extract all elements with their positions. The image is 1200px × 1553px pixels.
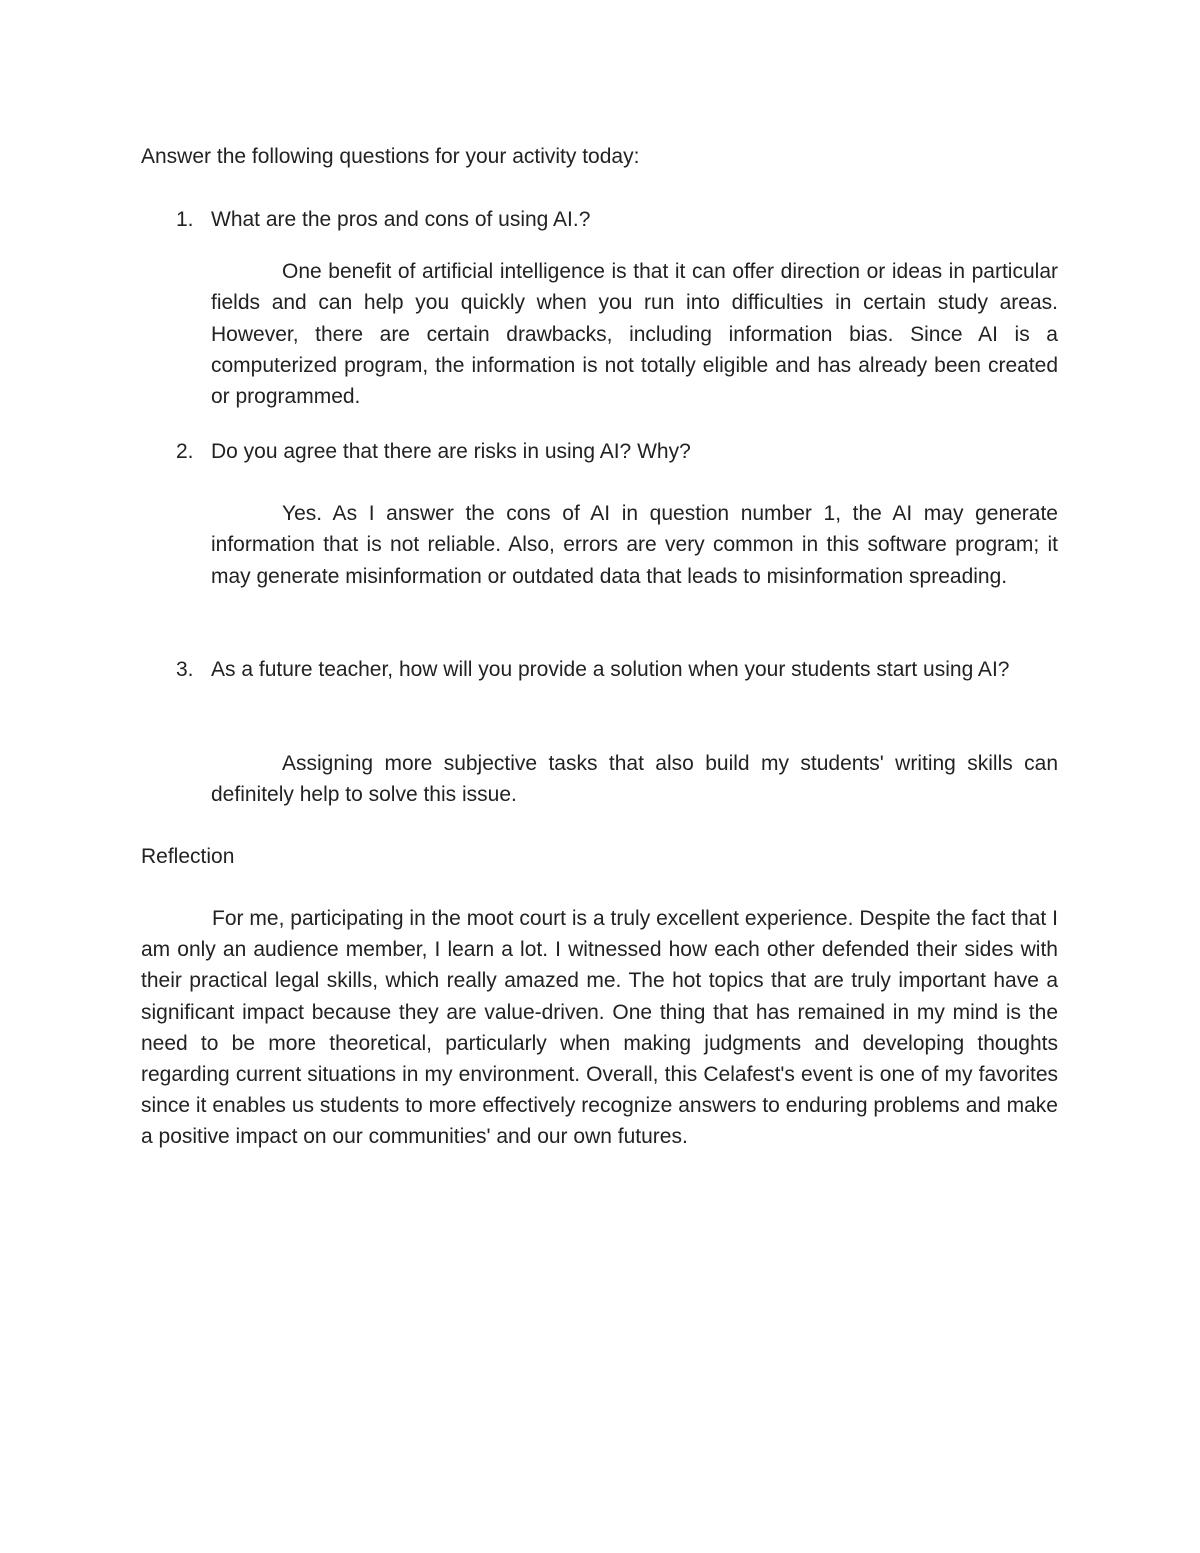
question-2-number: 2. bbox=[176, 440, 194, 463]
question-2-text: Do you agree that there are risks in using AI? Why? bbox=[211, 440, 691, 463]
question-2-answer: Yes. As I answer the cons of AI in question number 1, the AI may generate information that is not reliable. Also, errors are very common in this software program; it may generate misinformation or outdated data that leads to misinformation spreading. bbox=[211, 502, 1058, 588]
reflection-body: For me, participating in the moot court is a truly excellent experience. Despite the fact that I am only an audience member, I learn a lot. I witnessed how each other defended their sides with their practical legal skills, which really amazed me. The hot topics that are truly important have a significant impact because they are value-driven. One thing that has remained in my mind is the need to be more theoretical, particularly when making judgments and developing thoughts regarding current situations in my environment. Overall, this Celafest's event is one of my favorites since it enables us students to more effectively recognize answers to enduring problems and make a positive impact on our communities' and our own futures. bbox=[141, 907, 1058, 1149]
question-1-answer: One benefit of artificial intelligence is that it can offer direction or ideas in particular fields and can help you quickly when you run into difficulties in certain study areas. However, there are certain drawbacks, including information bias. Since AI is a computerized program, the information is not totally eligible and has already been created or programmed. bbox=[211, 260, 1058, 409]
question-1-text: What are the pros and cons of using AI.? bbox=[211, 208, 591, 231]
intro-text: Answer the following questions for your activity today: bbox=[141, 145, 640, 168]
question-3-text: As a future teacher, how will you provide a solution when your students start using AI? bbox=[211, 658, 1010, 681]
reflection-heading: Reflection bbox=[141, 845, 235, 868]
question-3-answer: Assigning more subjective tasks that also build my students' writing skills can definitely help to solve this issue. bbox=[211, 752, 1058, 807]
question-1-number: 1. bbox=[176, 208, 194, 231]
question-3-number: 3. bbox=[176, 658, 194, 681]
